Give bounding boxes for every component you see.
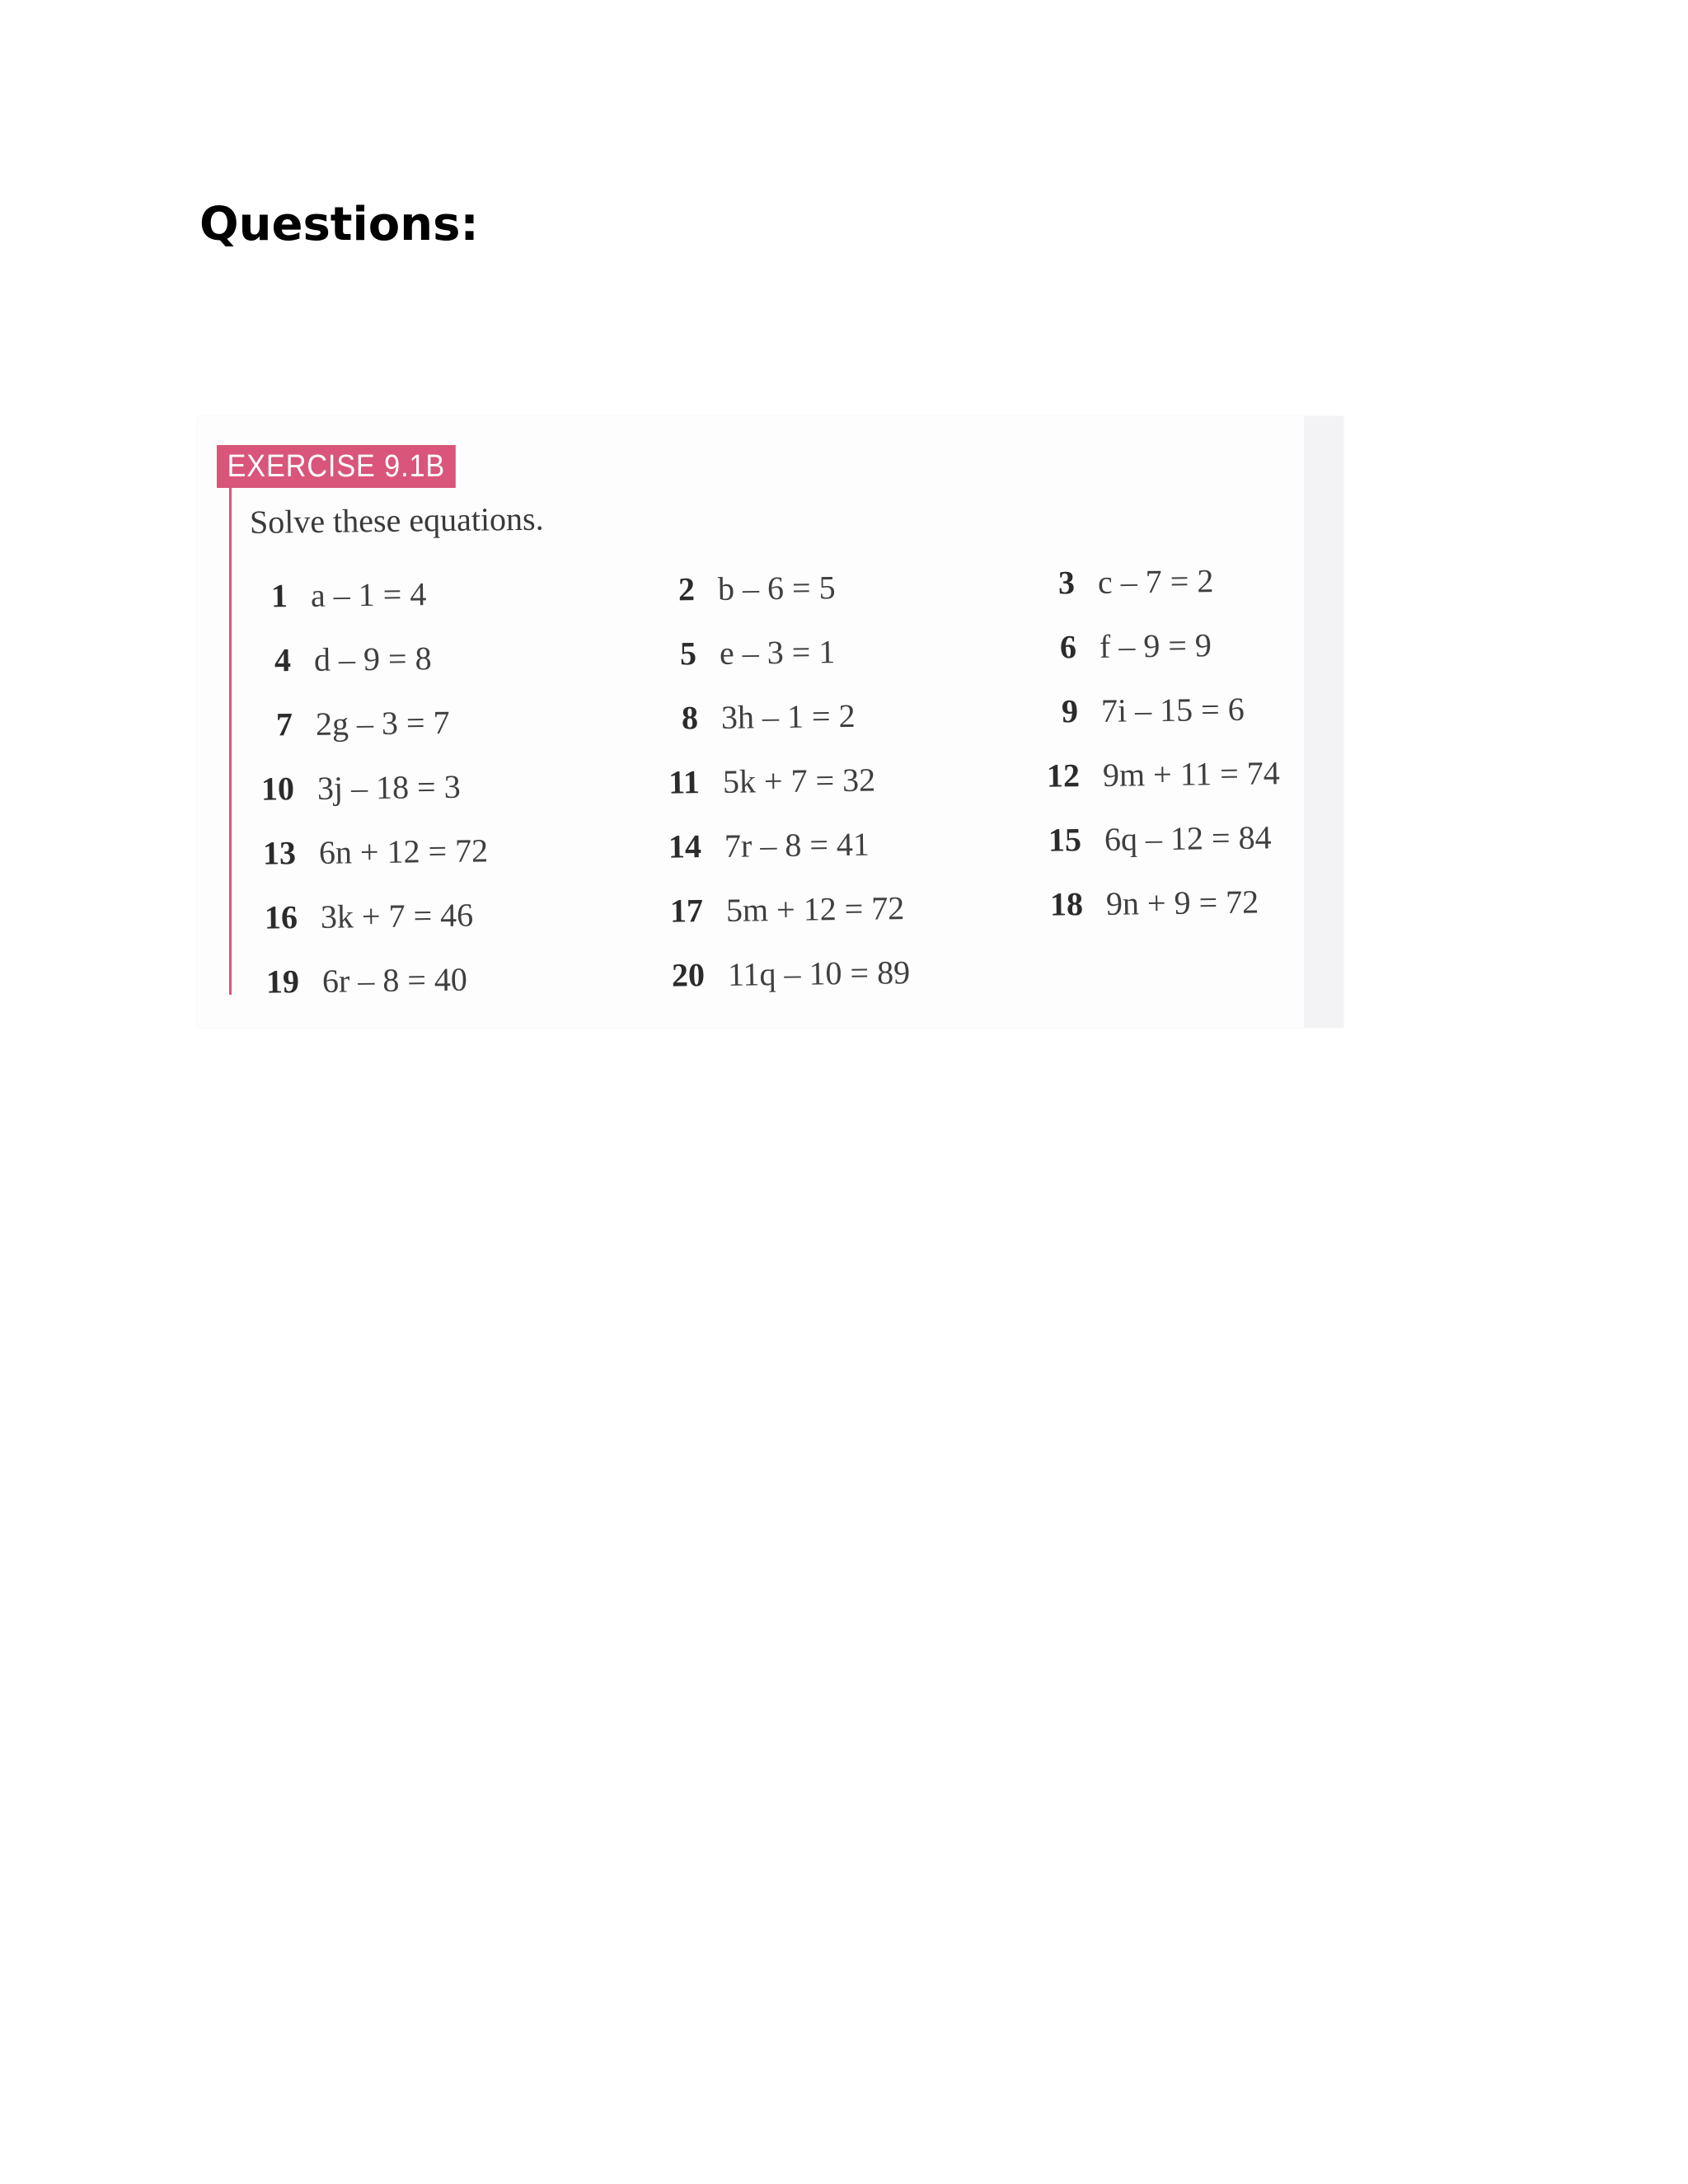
- question-number: 18: [1049, 885, 1084, 923]
- question-number: 3: [1057, 564, 1076, 602]
- question-equation: 3j – 18 = 3: [316, 767, 461, 807]
- question-19: [243, 960, 467, 1001]
- question-equation: 3h – 1 = 2: [720, 696, 856, 736]
- question-equation: 6n + 12 = 72: [318, 832, 489, 871]
- question-equation: e – 3 = 1: [719, 633, 836, 672]
- question-equation: b – 6 = 5: [717, 569, 836, 607]
- question-equation: 3k + 7 = 46: [320, 896, 474, 935]
- question-number: 15: [1048, 821, 1082, 859]
- question-number: 13: [262, 834, 297, 872]
- question-3: [1019, 561, 1214, 602]
- question-number: 17: [669, 892, 704, 930]
- question-equation: d – 9 = 8: [313, 640, 432, 678]
- question-11: [644, 761, 876, 802]
- question-number: 5: [679, 635, 697, 673]
- question-equation: 7r – 8 = 41: [724, 825, 870, 865]
- question-equation: 9n + 9 = 72: [1105, 883, 1259, 922]
- question-number: 20: [671, 956, 706, 994]
- question-number: 19: [265, 963, 300, 1001]
- question-number: 1: [270, 577, 288, 615]
- question-9: [1022, 690, 1245, 731]
- question-6: [1020, 626, 1212, 667]
- question-1: [232, 574, 427, 616]
- question-number: 14: [668, 827, 702, 865]
- question-equation: f – 9 = 9: [1099, 626, 1212, 665]
- question-20: [649, 953, 911, 995]
- question-14: [645, 825, 870, 866]
- question-15: [1025, 818, 1272, 860]
- question-equation: 11q – 10 = 89: [727, 954, 911, 993]
- question-2: [639, 568, 836, 609]
- question-equation: 6r – 8 = 40: [321, 960, 468, 1000]
- exercise-instruction: Solve these equations.: [249, 499, 544, 541]
- question-number: 6: [1059, 628, 1077, 666]
- question-equation: c – 7 = 2: [1097, 562, 1214, 601]
- question-18: [1027, 883, 1259, 924]
- question-10: [238, 767, 461, 808]
- question-equation: 6q – 12 = 84: [1104, 818, 1272, 858]
- page-heading: Questions:: [199, 198, 479, 251]
- question-12: [1024, 753, 1280, 795]
- question-number: 7: [275, 705, 293, 743]
- exercise-image: [198, 416, 1343, 1028]
- question-4: [235, 639, 432, 680]
- question-7: [237, 703, 450, 744]
- question-8: [642, 696, 856, 738]
- question-number: 8: [681, 699, 699, 737]
- question-number: 11: [668, 763, 701, 801]
- question-17: [647, 888, 905, 930]
- question-number: 9: [1061, 692, 1079, 730]
- question-number: 10: [260, 770, 295, 808]
- question-equation: 5m + 12 = 72: [725, 889, 905, 929]
- question-13: [240, 831, 489, 873]
- question-equation: 9m + 11 = 74: [1102, 754, 1281, 794]
- question-number: 2: [678, 570, 696, 608]
- question-equation: 2g – 3 = 7: [315, 703, 450, 743]
- question-number: 12: [1046, 757, 1081, 794]
- exercise-title: EXERCISE 9.1B: [217, 445, 456, 488]
- question-equation: a – 1 = 4: [310, 575, 427, 614]
- question-5: [640, 632, 836, 673]
- question-number: 16: [264, 898, 298, 936]
- question-equation: 7i – 15 = 6: [1100, 690, 1245, 729]
- question-16: [241, 896, 474, 937]
- exercise-body: [229, 488, 1303, 1001]
- question-number: 4: [274, 641, 292, 679]
- question-equation: 5k + 7 = 32: [722, 761, 876, 800]
